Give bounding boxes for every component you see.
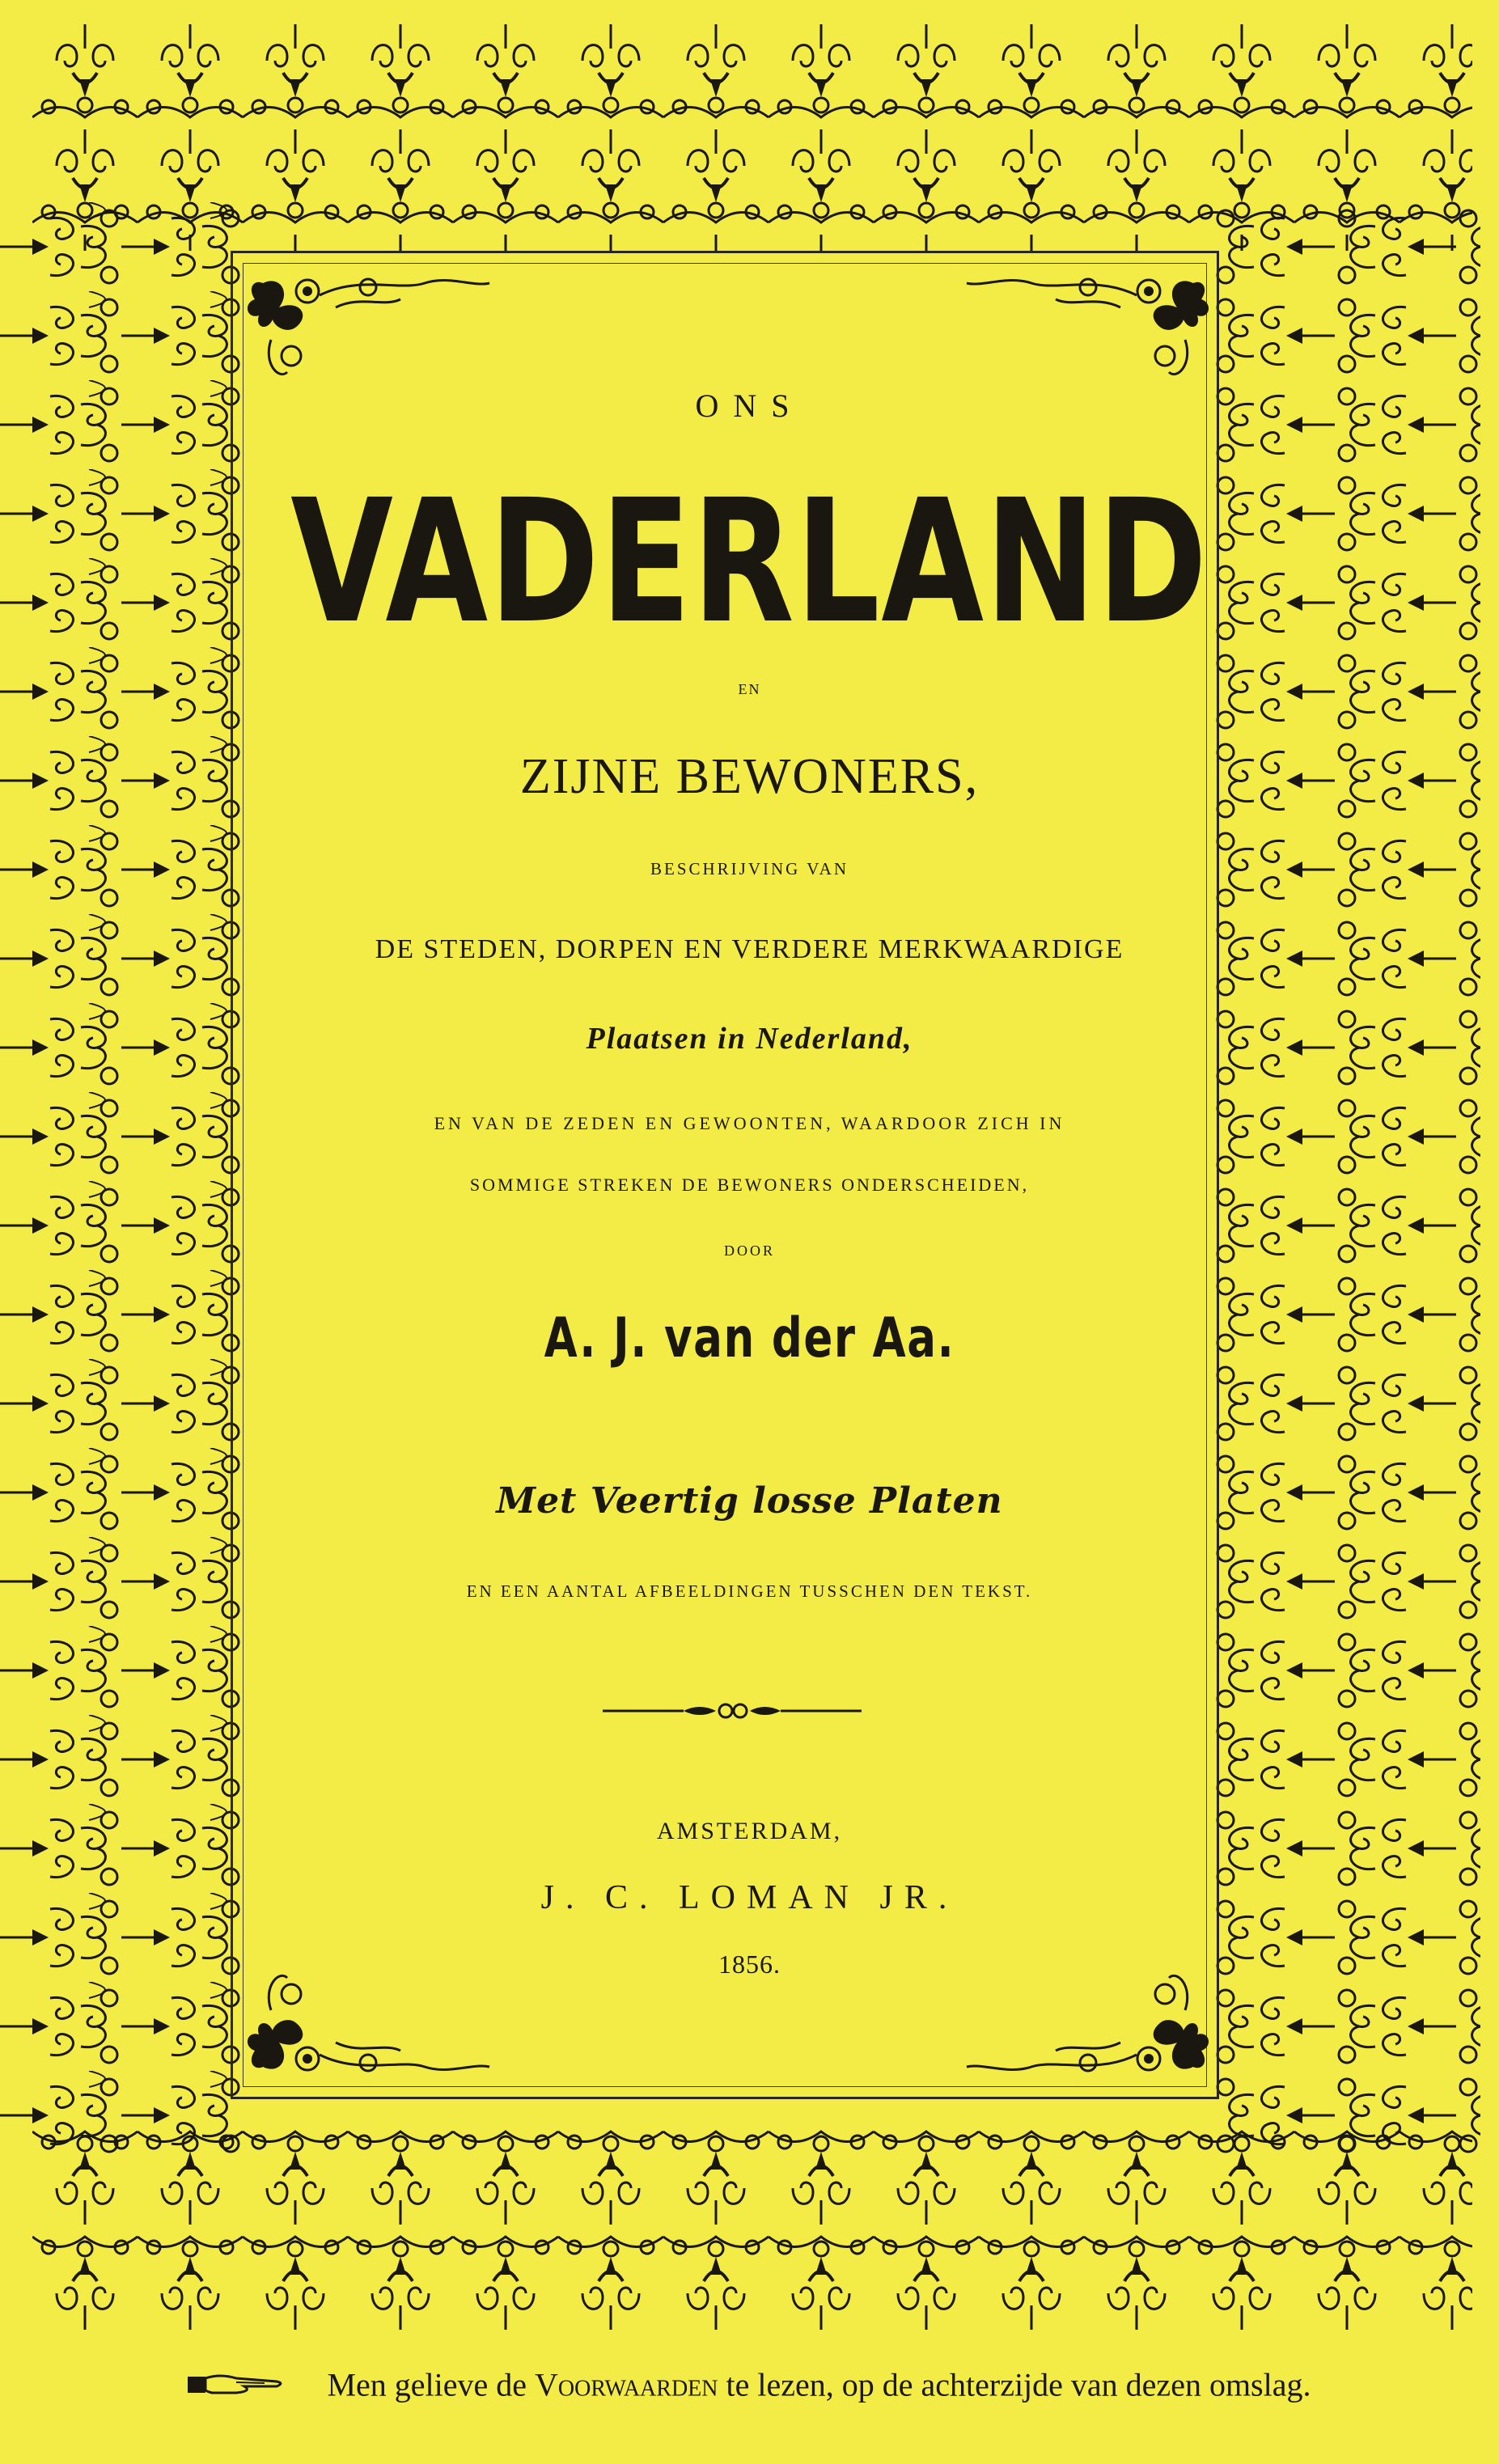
- subtitle: ZIJNE BEWONERS,: [519, 749, 980, 804]
- door-line: DOOR: [723, 1243, 775, 1259]
- year-line: 1856.: [718, 1950, 781, 1979]
- sommige-line: SOMMIGE STREKEN DE BEWONERS ONDERSCHEIDEN,: [469, 1175, 1030, 1195]
- main-title: VADERLAND: [290, 463, 1209, 661]
- footer-text-before: Men gelieve de: [327, 2366, 527, 2403]
- platen-line: Met Veertig losse Platen: [496, 1480, 1003, 1522]
- fleur-de-lis-corner-top-left: [243, 255, 502, 384]
- footer-text-after: te lezen, op de achterzijde van dezen omslag.: [726, 2366, 1311, 2403]
- scroll-divider: [603, 1699, 862, 1723]
- author-name: A. J. van der Aa.: [544, 1306, 955, 1370]
- footer-voorwaarden: Voorwaarden: [535, 2366, 718, 2403]
- footer-note: [0, 2362, 1499, 2403]
- title-ons: ONS: [695, 387, 804, 424]
- title-en: EN: [738, 681, 761, 697]
- fleur-de-lis-corner-top-right: [955, 255, 1213, 384]
- beschrijving-line: BESCHRIJVING VAN: [650, 859, 849, 878]
- plaatsen-line: Plaatsen in Nederland,: [586, 1022, 913, 1056]
- afbeeldingen-line: EN EEN AANTAL AFBEELDINGEN TUSSCHEN DEN TEKST.: [466, 1581, 1033, 1601]
- pointing-hand-icon: [188, 2370, 301, 2399]
- publisher-line: J. C. LOMAN JR.: [540, 1879, 959, 1916]
- city-line: AMSTERDAM,: [656, 1818, 843, 1844]
- zeden-line: EN VAN DE ZEDEN EN GEWOONTEN, WAARDOOR ZICH IN: [434, 1113, 1065, 1133]
- fleur-de-lis-corner-bottom-right: [955, 1966, 1213, 2095]
- steden-line: DE STEDEN, DORPEN EN VERDERE MERKWAARDIGE: [375, 934, 1124, 964]
- fleur-de-lis-corner-bottom-left: [243, 1966, 502, 2095]
